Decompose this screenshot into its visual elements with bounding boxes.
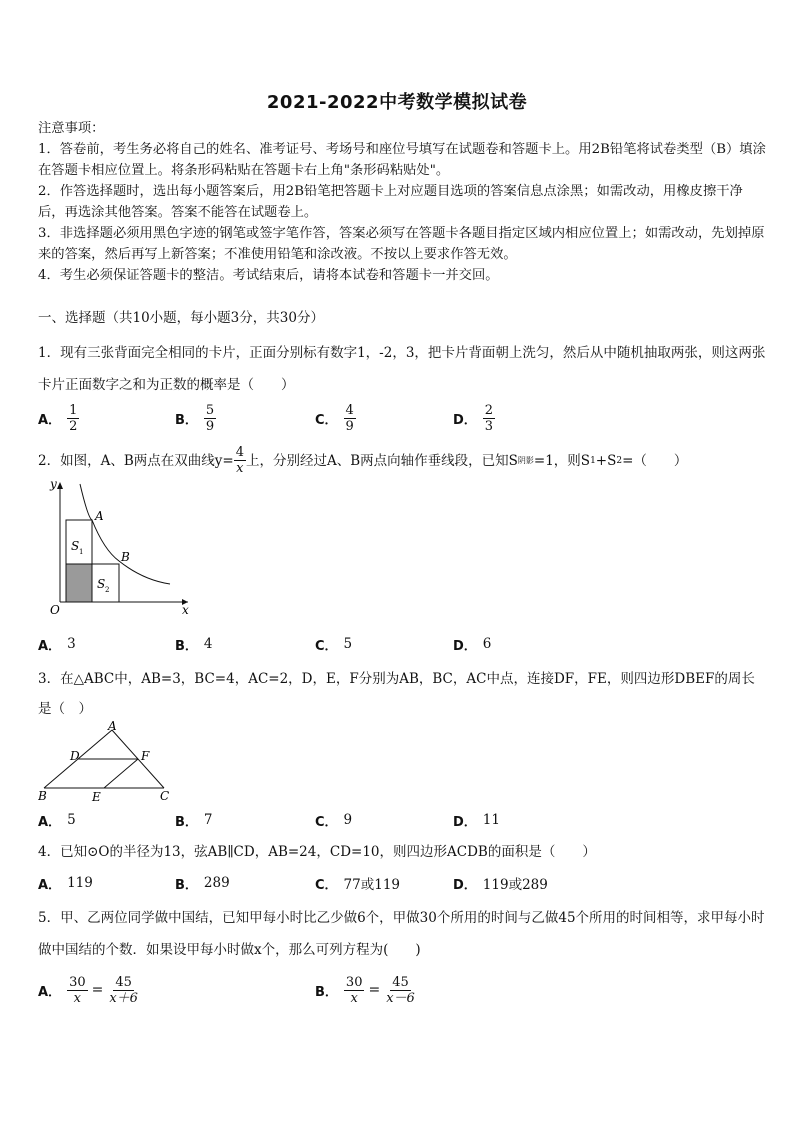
notes-block bbox=[38, 118, 768, 286]
s2-sub: 2 bbox=[105, 586, 110, 594]
q3-option-c[interactable]: C． 9 bbox=[315, 812, 353, 830]
point-f-label: F bbox=[141, 749, 150, 763]
s1-label: S bbox=[71, 539, 80, 553]
fraction: $\frac{5}{9}$ bbox=[205, 402, 215, 434]
q4-option-b[interactable]: B． 289 bbox=[175, 875, 230, 893]
q2-option-a[interactable]: A． 3 bbox=[38, 636, 76, 654]
origin-label: O bbox=[50, 603, 60, 617]
note-item: 4．考生必须保证答题卡的整洁。考试结束后，请将本试卷和答题卡一并交回。 bbox=[38, 268, 499, 283]
notes-heading: 注意事项： bbox=[38, 121, 105, 136]
y-label: y bbox=[50, 478, 57, 491]
fraction: $\frac{45}{x-6}$ bbox=[386, 974, 415, 1006]
shaded-region bbox=[66, 564, 92, 602]
question-3-options bbox=[38, 810, 768, 830]
q2-option-d[interactable]: D． 6 bbox=[453, 636, 492, 654]
question-5-options bbox=[38, 970, 768, 1010]
point-b-label: B bbox=[38, 789, 47, 803]
fraction: $\frac{4}{9}$ bbox=[345, 402, 354, 434]
q3-option-a[interactable]: A． 5 bbox=[38, 812, 76, 830]
question-2-options bbox=[38, 634, 768, 654]
hyperbola-curve bbox=[80, 484, 170, 584]
note-item: 3．非选择题必须用黑色字迹的钢笔或签字笔作答，答案必须写在答题卡各题目指定区域内相应位置上；如需改动，先划掉原来的答案，然后再写上新答案；不准使用铅笔和涂改液。不按以上要求作答无效。 bbox=[38, 226, 765, 262]
s2-label: S bbox=[97, 577, 106, 591]
q5-option-b[interactable]: B． $\frac{30}{x}$ = $\frac{45}{x-6}$ bbox=[315, 974, 415, 1006]
question-4-text: 4．已知⊙O的半径为13，弦AB∥CD，AB=24，CD=10，则四边形ACDB的面积是（ ） bbox=[38, 844, 596, 860]
question-1-options bbox=[38, 398, 768, 438]
fraction: $\frac{30}{x}$ bbox=[345, 974, 363, 1006]
q4-option-c[interactable]: C． 77或119 bbox=[315, 877, 400, 893]
point-a-label: A bbox=[108, 720, 117, 733]
q4-option-d[interactable]: D． 119或289 bbox=[453, 877, 548, 893]
q2-option-b[interactable]: B． 4 bbox=[175, 636, 213, 654]
y-axis-arrow bbox=[57, 482, 63, 489]
point-b-label: B bbox=[121, 550, 130, 564]
fraction: $\frac{4}{x}$ bbox=[235, 445, 244, 476]
fraction: $\frac{45}{x+6}$ bbox=[109, 974, 138, 1006]
point-c-label: C bbox=[160, 789, 170, 803]
question-2-text: 2．如图，A、B两点在双曲线y= $\frac{4}{x}$ 上，分别经过A、B两点向轴作垂线段，已知S 阴影 =1，则S 1 +S 2 =（ ） bbox=[38, 445, 688, 476]
note-item: 1．答卷前，考生务必将自己的姓名、准考证号、考场号和座位号填写在试题卷和答题卡上。用2B铅笔将试卷类型（B）填涂在答题卡相应位置上。将条形码粘贴在答题卡右上角"条形码粘贴处"。 bbox=[38, 142, 766, 178]
note-item: 2．作答选择题时，选出每小题答案后，用2B铅笔把答题卡上对应题目选项的答案信息点涂黑；如需改动，用橡皮擦干净后，再选涂其他答案。答案不能答在试题卷上。 bbox=[38, 184, 743, 220]
q4-option-a[interactable]: A． 119 bbox=[38, 875, 93, 893]
q1-option-b[interactable]: B． $\frac{5}{9}$ bbox=[175, 402, 215, 434]
question-1-text: 1．现有三张背面完全相同的卡片，正面分别标有数字1，-2，3，把卡片背面朝上洗匀，然后从中随机抽取两张，则这两张卡片正面数字之和为正数的概率是（ ） bbox=[38, 345, 766, 393]
hyperbola-figure bbox=[38, 478, 198, 618]
question-4-options bbox=[38, 873, 768, 893]
page-title: 2021-2022中考数学模拟试卷 bbox=[266, 92, 528, 113]
q1-option-a[interactable]: A． $\frac{1}{2}$ bbox=[38, 402, 78, 434]
section-heading: 一、选择题（共10小题，每小题3分，共30分） bbox=[38, 310, 324, 326]
segment-fe bbox=[104, 759, 138, 788]
q1-option-d[interactable]: D． $\frac{2}{3}$ bbox=[453, 402, 494, 434]
x-label: x bbox=[182, 603, 189, 617]
q3-option-b[interactable]: B． 7 bbox=[175, 812, 213, 830]
triangle-figure bbox=[38, 720, 188, 806]
point-a-label: A bbox=[95, 509, 104, 523]
q3-option-d[interactable]: D． 11 bbox=[453, 812, 500, 830]
point-e-label: E bbox=[92, 790, 101, 804]
fraction: $\frac{2}{3}$ bbox=[484, 402, 494, 434]
q1-option-c[interactable]: C． $\frac{4}{9}$ bbox=[315, 402, 354, 434]
fraction: $\frac{30}{x}$ bbox=[69, 974, 86, 1006]
s1-sub: 1 bbox=[79, 548, 84, 556]
fraction: $\frac{1}{2}$ bbox=[69, 402, 78, 434]
q5-option-a[interactable]: A． $\frac{30}{x}$ = $\frac{45}{x+6}$ bbox=[38, 974, 138, 1006]
point-d-label: D bbox=[70, 749, 80, 763]
q2-option-c[interactable]: C． 5 bbox=[315, 636, 353, 654]
question-5-text: 5．甲、乙两位同学做中国结，已知甲每小时比乙少做6个，甲做30个所用的时间与乙做45个所用的时间相等，求甲每小时做中国结的个数．如果设甲每小时做x个，那么可列方程为( ) bbox=[38, 910, 765, 958]
question-3-text: 3．在△ABC中，AB=3，BC=4，AC=2，D，E，F分别为AB，BC，AC中点，连接DF，FE，则四边形DBEF的周长是（ ） bbox=[38, 671, 755, 717]
